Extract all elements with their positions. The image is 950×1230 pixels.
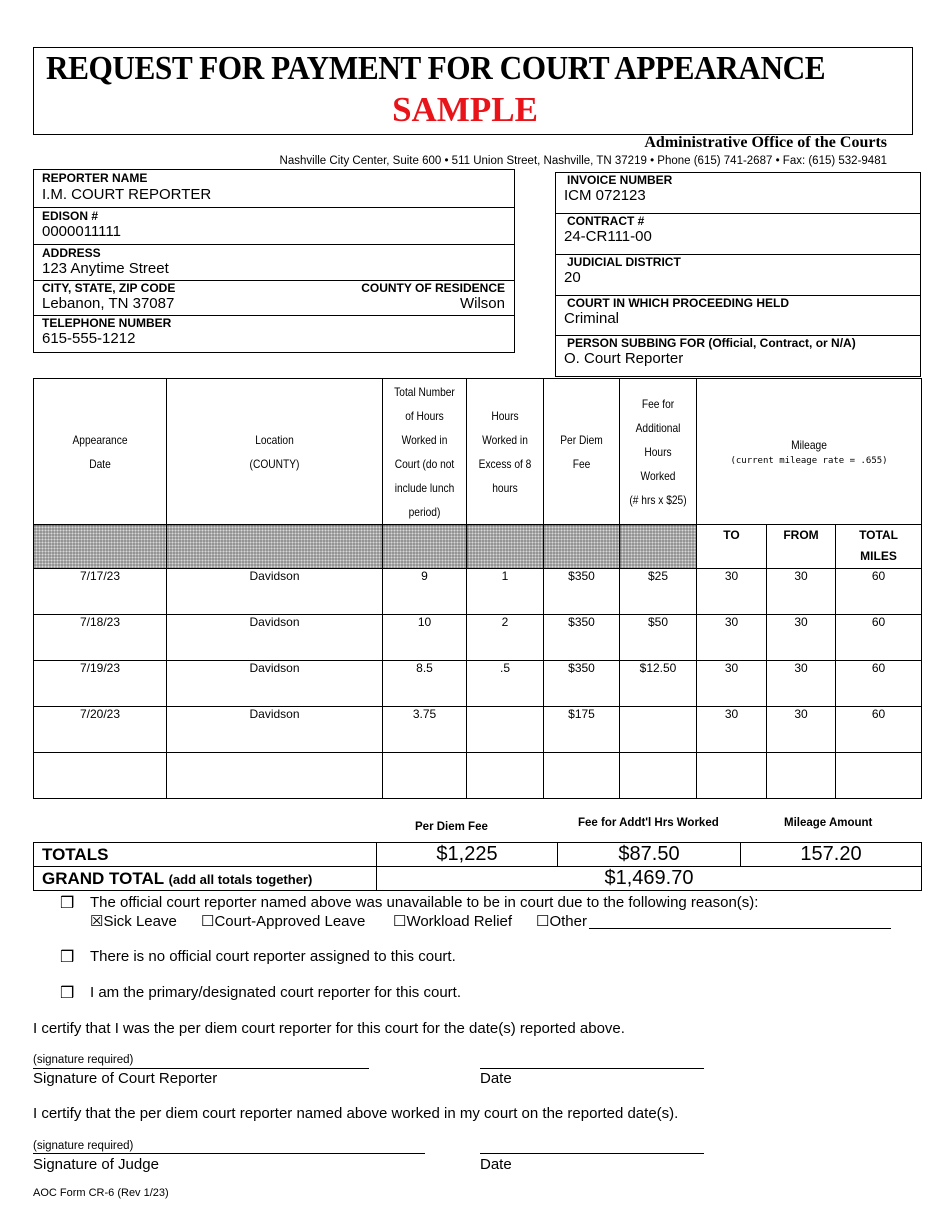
sick-leave-option[interactable]: ☒Sick Leave [90, 913, 177, 930]
edison-value: 0000011111 [42, 223, 121, 240]
workload-relief-option[interactable]: ☐Workload Relief [393, 913, 513, 930]
sig-required-reporter: (signature required) [33, 1054, 134, 1066]
totals-row [34, 843, 922, 867]
cell-perdiem[interactable]: $175 [544, 707, 620, 753]
approved-leave-option[interactable]: ☐Court-Approved Leave [201, 913, 366, 930]
cell-to[interactable]: 30 [697, 569, 767, 615]
office-address: Nashville City Center, Suite 600 • 511 Union Street, Nashville, TN 37219 • Phone (615) 741-2687 • Fax: (615) 532-9481 [279, 155, 887, 167]
perdiem-total-label: Per Diem Fee [415, 821, 488, 833]
appearance-table [33, 378, 922, 799]
reporter-date-label: Date [480, 1070, 512, 1087]
reporter-signature-line[interactable] [33, 1068, 369, 1069]
addl-total[interactable]: $87.50 [558, 843, 741, 867]
county-value: Wilson [459, 295, 505, 312]
header-perdiem: Per Diem Fee [544, 379, 620, 525]
judge-signature-line[interactable] [33, 1153, 425, 1154]
grand-total-value[interactable]: $1,469.70 [377, 867, 922, 891]
invoice-value: ICM 072123 [564, 187, 646, 204]
grand-total-row [34, 867, 922, 891]
cell-from[interactable]: 30 [767, 707, 836, 753]
cell-excess[interactable]: 2 [467, 615, 544, 661]
reporter-date-line[interactable] [480, 1068, 704, 1069]
phone-field[interactable] [34, 316, 514, 353]
invoice-info-box [555, 172, 921, 377]
reporter-signature-label: Signature of Court Reporter [33, 1070, 218, 1087]
city-value: Lebanon, TN 37087 [42, 295, 175, 312]
address-field[interactable] [34, 245, 514, 281]
judge-date-line[interactable] [480, 1153, 704, 1154]
form-number: AOC Form CR-6 (Rev 1/23) [33, 1187, 169, 1199]
judge-date-label: Date [480, 1156, 512, 1173]
shaded-cell [544, 525, 620, 569]
other-option[interactable]: ☐Other [536, 913, 587, 930]
cell-location[interactable] [167, 753, 383, 799]
cell-excess[interactable]: .5 [467, 661, 544, 707]
header-to: TO [697, 525, 767, 569]
address-value: 123 Anytime Street [42, 260, 169, 277]
reason-no-reporter: There is no official court reporter assigned to this court. [90, 948, 456, 965]
subbing-field[interactable] [556, 336, 920, 377]
cell-to[interactable] [697, 753, 767, 799]
sig-required-judge: (signature required) [33, 1140, 134, 1152]
contract-value: 24-CR111-00 [564, 228, 652, 245]
court-label: COURT IN WHICH PROCEEDING HELD [567, 296, 789, 310]
cell-date[interactable] [34, 753, 167, 799]
header-total-miles: TOTAL MILES [836, 525, 922, 569]
addl-total-label: Fee for Addt'l Hrs Worked [578, 817, 719, 829]
invoice-label: INVOICE NUMBER [567, 173, 673, 187]
reporter-name-label: REPORTER NAME [42, 171, 148, 185]
reason-unavailable: The official court reporter named above was unavailable to be in court due to the following reason(s): [90, 894, 759, 911]
table-row [34, 753, 922, 799]
cell-hours[interactable]: 3.75 [383, 707, 467, 753]
cell-addl[interactable] [620, 707, 697, 753]
mileage-total[interactable]: 157.20 [741, 843, 922, 867]
cell-total[interactable]: 60 [836, 615, 922, 661]
cell-total[interactable] [836, 753, 922, 799]
reporter-name-field[interactable] [34, 170, 514, 208]
cell-to[interactable]: 30 [697, 707, 767, 753]
office-name: Administrative Office of the Courts [644, 134, 887, 151]
perdiem-total[interactable]: $1,225 [377, 843, 558, 867]
court-value: Criminal [564, 310, 620, 327]
cell-location[interactable]: Davidson [167, 707, 383, 753]
district-label: JUDICIAL DISTRICT [567, 255, 681, 269]
page-title: REQUEST FOR PAYMENT FOR COURT APPEARANCE [46, 50, 826, 87]
checkbox-primary[interactable]: ❒ [60, 985, 75, 1002]
cell-from[interactable]: 30 [767, 569, 836, 615]
judge-signature-label: Signature of Judge [33, 1156, 159, 1173]
cell-total[interactable]: 60 [836, 707, 922, 753]
invoice-field[interactable] [556, 173, 920, 214]
shaded-cell [34, 525, 167, 569]
header-location: Location (COUNTY) [167, 379, 383, 525]
reason-primary: I am the primary/designated court reporter for this court. [90, 984, 461, 1001]
checkbox-no-reporter[interactable]: ❒ [60, 949, 75, 966]
header-excess: Hours Worked in Excess of 8 hours [467, 379, 544, 525]
shaded-cell [383, 525, 467, 569]
address-label: ADDRESS [42, 246, 101, 260]
totals-table [33, 842, 922, 891]
table-row [34, 569, 922, 615]
other-line[interactable] [589, 928, 891, 929]
edison-field[interactable] [34, 208, 514, 245]
sample-stamp: SAMPLE [392, 90, 538, 129]
table-row [34, 615, 922, 661]
shaded-cell [467, 525, 544, 569]
cell-perdiem[interactable]: $350 [544, 661, 620, 707]
header-hours: Total Number of Hours Worked in Court (do not include lunch period) [383, 379, 467, 525]
cell-perdiem[interactable]: $350 [544, 569, 620, 615]
cell-addl[interactable]: $50 [620, 615, 697, 661]
checkbox-unavailable[interactable]: ❒ [60, 895, 75, 912]
cell-addl[interactable]: $25 [620, 569, 697, 615]
cell-location[interactable]: Davidson [167, 569, 383, 615]
court-field[interactable] [556, 296, 920, 336]
cell-excess[interactable] [467, 753, 544, 799]
reporter-name-value: I.M. COURT REPORTER [42, 186, 212, 203]
totals-label: TOTALS [34, 843, 377, 867]
contract-field[interactable] [556, 214, 920, 255]
header-date: Appearance Date [34, 379, 167, 525]
header-mileage: Mileage (current mileage rate = .655) [697, 379, 922, 525]
reporter-certification: I certify that I was the per diem court reporter for this court for the date(s) reported above. [33, 1020, 625, 1037]
cell-date[interactable]: 7/17/23 [34, 569, 167, 615]
cell-date[interactable]: 7/20/23 [34, 707, 167, 753]
cell-date[interactable]: 7/19/23 [34, 661, 167, 707]
cell-hours[interactable]: 9 [383, 569, 467, 615]
cell-addl[interactable]: $12.50 [620, 661, 697, 707]
subbing-value: O. Court Reporter [564, 350, 684, 367]
cell-to[interactable]: 30 [697, 615, 767, 661]
subheader-row [34, 525, 922, 569]
city-field[interactable] [34, 281, 514, 316]
contract-label: CONTRACT # [567, 214, 645, 228]
phone-label: TELEPHONE NUMBER [42, 316, 172, 330]
header-row [34, 379, 922, 525]
table-row [34, 661, 922, 707]
cell-from[interactable] [767, 753, 836, 799]
cell-location[interactable]: Davidson [167, 661, 383, 707]
cell-location[interactable]: Davidson [167, 615, 383, 661]
header-from: FROM [767, 525, 836, 569]
cell-excess[interactable] [467, 707, 544, 753]
district-field[interactable] [556, 255, 920, 296]
phone-value: 615-555-1212 [42, 330, 136, 347]
cell-hours[interactable]: 8.5 [383, 661, 467, 707]
shaded-cell [620, 525, 697, 569]
cell-addl[interactable] [620, 753, 697, 799]
shaded-cell [167, 525, 383, 569]
reporter-info-box [33, 169, 515, 353]
table-row [34, 707, 922, 753]
table-body [34, 569, 922, 799]
edison-label: EDISON # [42, 209, 99, 223]
mileage-total-label: Mileage Amount [784, 817, 873, 829]
header-addl: Fee for Additional Hours Worked (# hrs x $25) [620, 379, 697, 525]
cell-date[interactable]: 7/18/23 [34, 615, 167, 661]
cell-perdiem[interactable]: $350 [544, 615, 620, 661]
cell-perdiem[interactable] [544, 753, 620, 799]
cell-hours[interactable]: 10 [383, 615, 467, 661]
cell-from[interactable]: 30 [767, 661, 836, 707]
cell-excess[interactable]: 1 [467, 569, 544, 615]
district-value: 20 [564, 269, 581, 286]
grand-total-label: GRAND TOTAL (add all totals together) [34, 867, 377, 891]
judge-certification: I certify that the per diem court reporter named above worked in my court on the reported date(s). [33, 1105, 679, 1122]
city-label: CITY, STATE, ZIP CODE [42, 281, 176, 295]
cell-from[interactable]: 30 [767, 615, 836, 661]
cell-hours[interactable] [383, 753, 467, 799]
county-label: COUNTY OF RESIDENCE [361, 281, 505, 295]
cell-total[interactable]: 60 [836, 661, 922, 707]
subbing-label: PERSON SUBBING FOR (Official, Contract, or N/A) [567, 336, 856, 350]
cell-total[interactable]: 60 [836, 569, 922, 615]
cell-to[interactable]: 30 [697, 661, 767, 707]
